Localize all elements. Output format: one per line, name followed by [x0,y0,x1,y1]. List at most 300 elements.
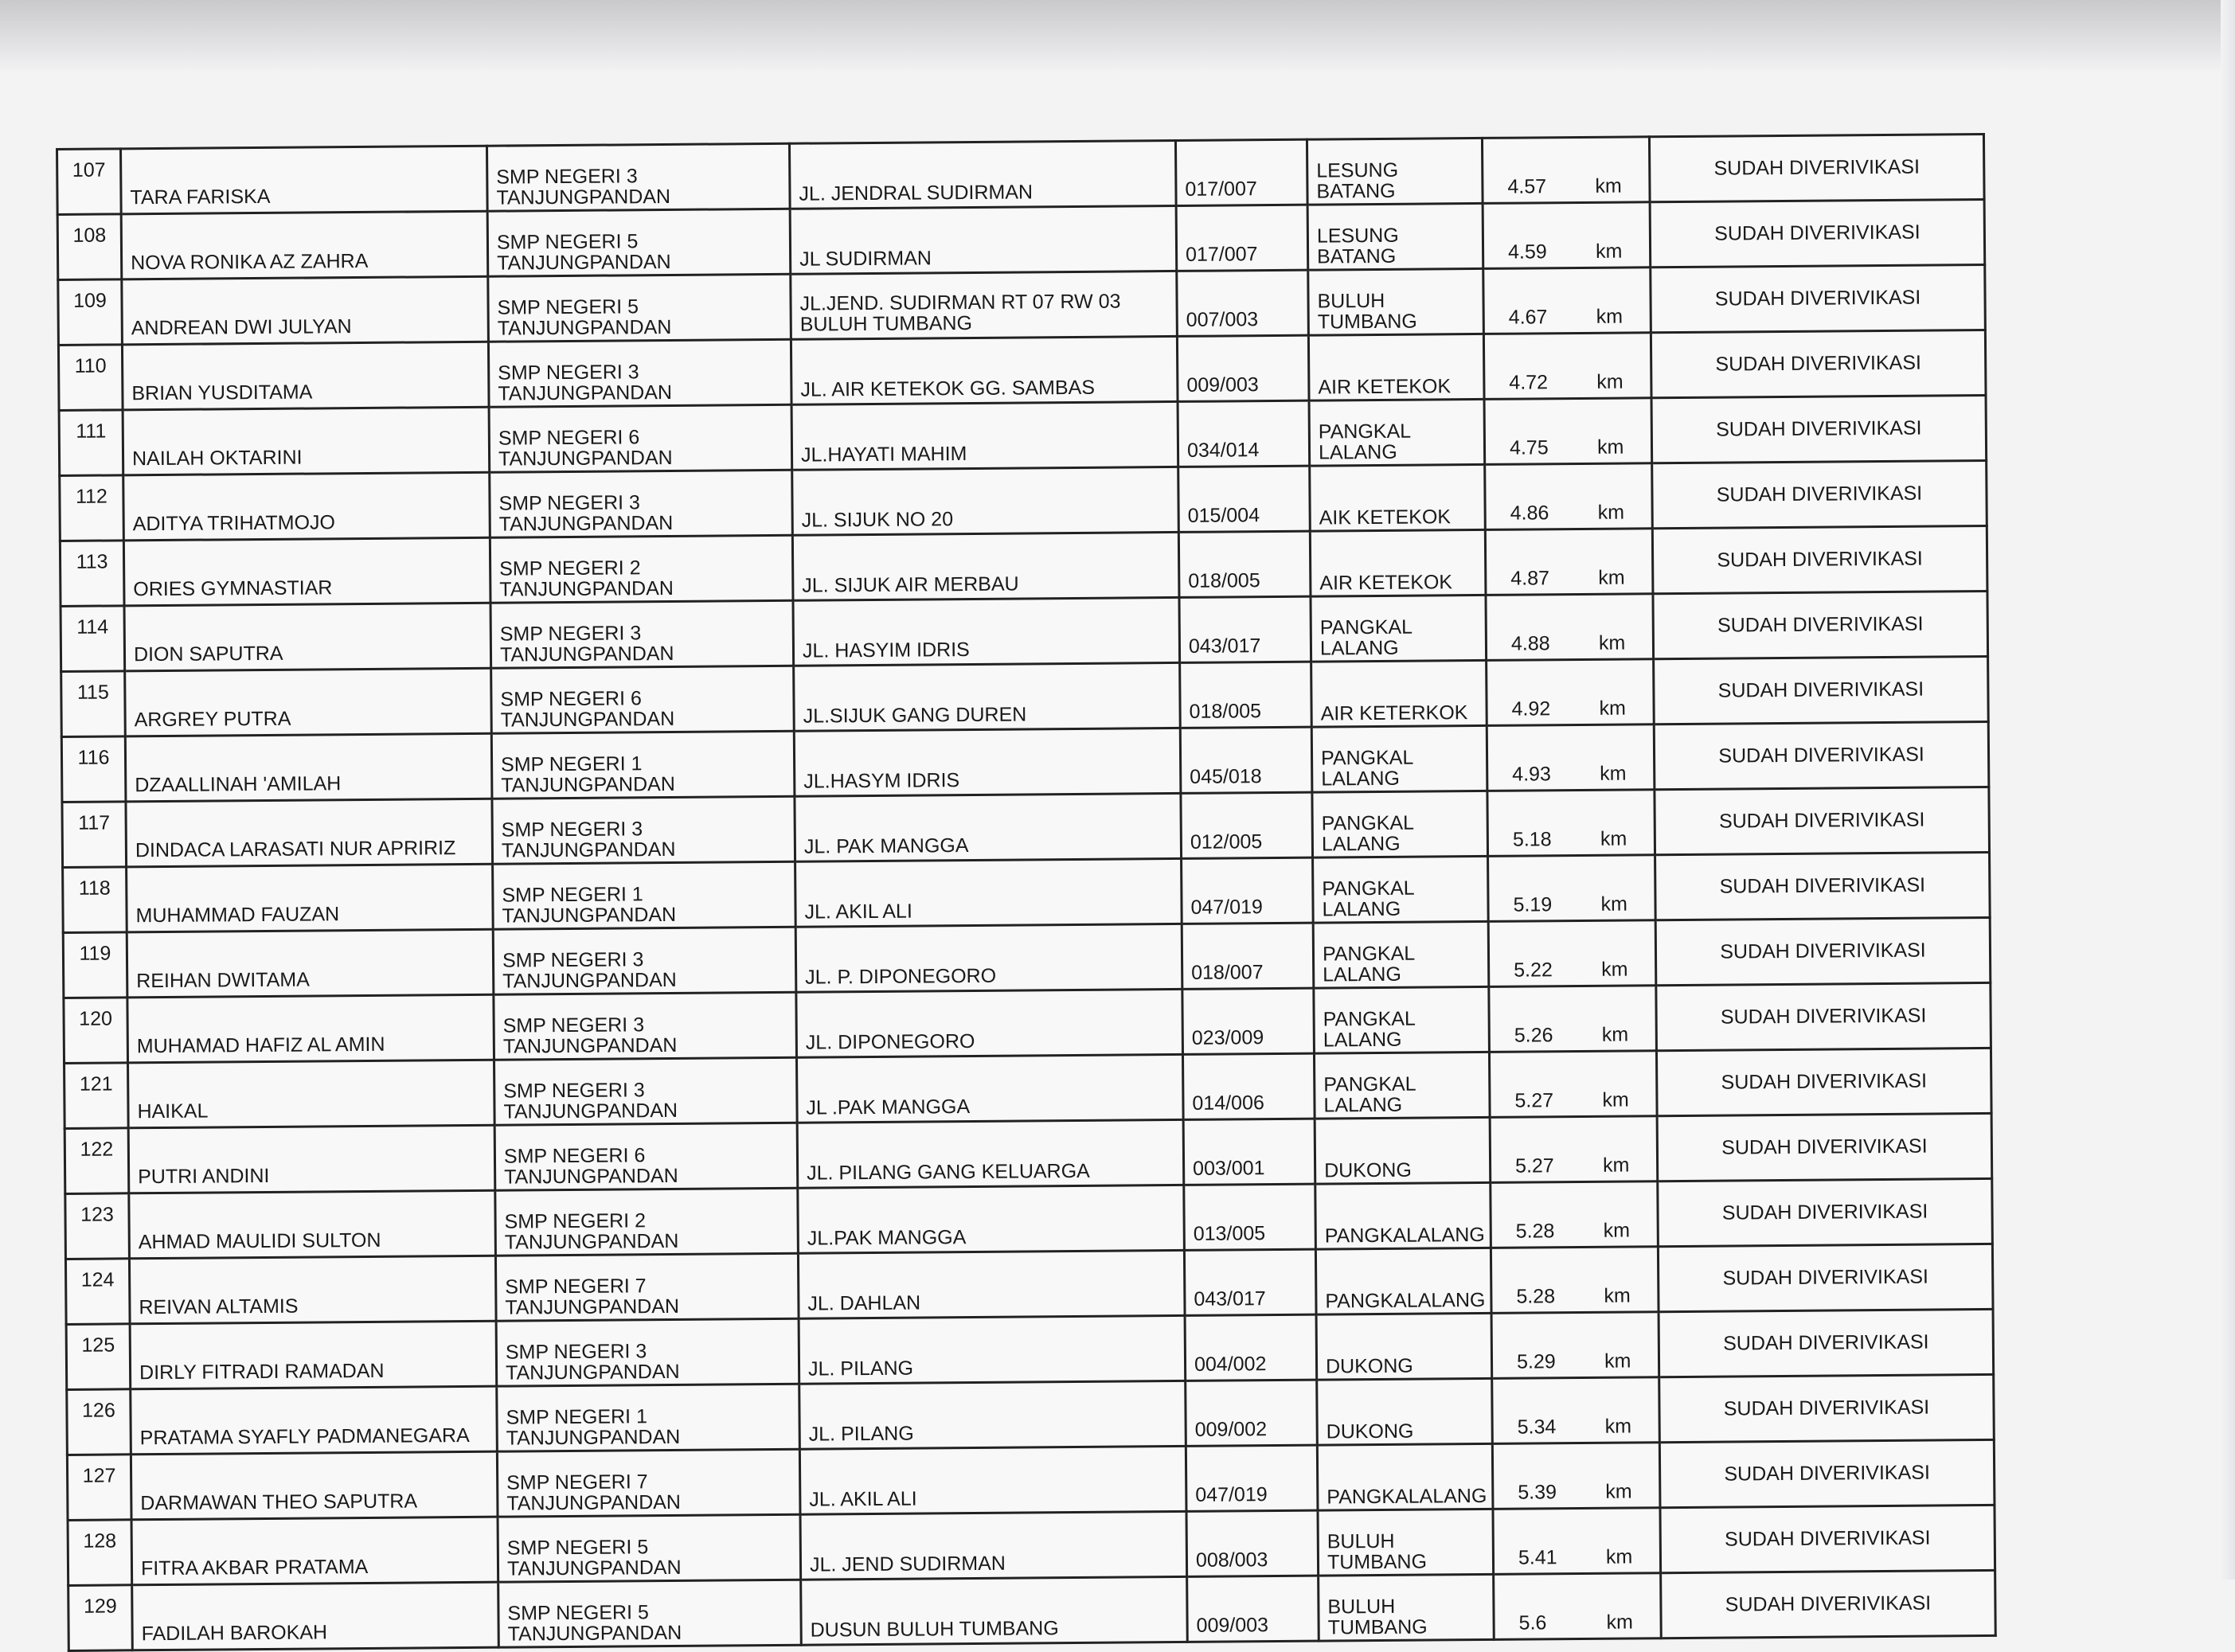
distance-value: 4.88 [1510,632,1550,655]
address-cell [799,1446,1186,1514]
dusun-line-1: PANGKAL [1322,877,1415,900]
dusun-line-2: LALANG [1319,636,1399,660]
address-cell [798,1185,1185,1253]
school-city: TANJUNGPANDAN [498,446,673,471]
rt-rw: 047/019 [1182,857,1314,924]
school-cell [495,1253,799,1321]
student-name: NOVA RONIKA AZ ZAHRA [121,211,488,279]
address-line-2: JL.HASYM IDRIS [803,768,960,793]
school-city: TANJUNGPANDAN [501,772,675,797]
dusun-line-1: LESUNG [1316,224,1399,248]
distance-cell [1494,1573,1662,1640]
school-city: TANJUNGPANDAN [505,1360,680,1384]
scan-shadow-top [0,0,2235,73]
distance-value: 5.19 [1513,893,1553,916]
student-name: AHMAD MAULIDI SULTON [129,1190,496,1259]
address-cell [791,336,1178,404]
rt-rw: 003/001 [1183,1119,1315,1185]
school-city: TANJUNGPANDAN [505,1295,680,1319]
address-cell [791,401,1178,470]
dusun-cell [1307,138,1483,205]
verification-status: SUDAH DIVERIVIKASI [1654,656,1989,724]
verification-status: SUDAH DIVERIVIKASI [1654,721,1989,789]
school-cell [493,927,796,994]
rt-rw: 017/007 [1175,139,1307,205]
distance-cell [1489,986,1657,1053]
dusun-line-2: AIR KETEKOK [1318,374,1452,399]
school-cell [488,274,791,342]
school-cell [498,1514,801,1582]
distance-value: 5.28 [1515,1220,1555,1243]
distance-unit: km [1597,501,1625,524]
school-cell [495,1188,799,1256]
distance-unit: km [1598,566,1625,589]
distance-unit: km [1601,1023,1629,1046]
dusun-cell [1317,1378,1493,1445]
student-name: DINDACA LARASATI NUR APRIRIZ [126,799,493,867]
school-name: SMP NEGERI 5 [496,229,639,254]
dusun-cell [1311,725,1487,792]
dusun-cell [1311,660,1487,727]
school-city: TANJUNGPANDAN [504,1164,678,1189]
dusun-cell [1314,986,1490,1053]
verification-status: SUDAH DIVERIVIKASI [1652,525,1987,593]
row-number: 108 [57,214,122,280]
dusun-cell [1318,1509,1494,1576]
school-cell [491,666,795,733]
distance-cell [1487,790,1655,857]
student-name: ANDREAN DWI JULYAN [122,276,489,345]
address-cell [796,1054,1183,1123]
school-name: SMP NEGERI 3 [498,490,641,515]
rt-rw: 023/009 [1182,988,1315,1054]
distance-unit: km [1600,892,1627,916]
school-cell [494,1123,798,1190]
address-line-2: BULUH TUMBANG [799,311,973,336]
dusun-line-2: LALANG [1323,1093,1403,1117]
row-number: 127 [67,1455,131,1521]
address-line-2: JL.SIJUK GANG DUREN [803,703,1027,728]
school-name: SMP NEGERI 6 [503,1143,646,1168]
distance-value: 5.27 [1514,1154,1554,1177]
row-number: 122 [64,1128,129,1194]
distance-cell [1491,1181,1659,1248]
distance-value: 4.72 [1509,371,1549,394]
distance-value: 4.59 [1507,240,1547,264]
student-name: DIRLY FITRADI RAMADAN [130,1321,497,1389]
student-name: ADITYA TRIHATMOJO [123,472,490,541]
student-name: DARMAWAN THEO SAPUTRA [131,1451,498,1520]
address-line-2: JL. DIPONEGORO [805,1029,975,1054]
row-number: 128 [68,1520,132,1586]
rt-rw: 018/005 [1180,662,1312,728]
distance-cell [1487,659,1655,726]
verification-status: SUDAH DIVERIVIKASI [1656,1048,1991,1115]
address-line-2: JL. PILANG [807,1357,914,1381]
address-line-1: JL.JEND. SUDIRMAN RT 07 RW 03 [799,290,1121,315]
school-cell [492,796,795,864]
distance-unit: km [1604,1349,1631,1373]
address-line-2: JL.PAK MANGGA [807,1225,967,1250]
distance-cell [1486,594,1654,661]
school-cell [494,992,797,1060]
distance-unit: km [1598,631,1626,654]
row-number: 124 [65,1259,130,1325]
dusun-cell [1317,1443,1493,1510]
school-name: SMP NEGERI 3 [503,1078,645,1103]
student-name: REIVAN ALTAMIS [129,1256,496,1324]
rt-rw: 018/007 [1182,923,1314,989]
school-name: SMP NEGERI 5 [506,1535,649,1560]
rt-rw: 017/007 [1176,205,1308,271]
distance-unit: km [1600,762,1627,785]
dusun-line-1: BULUH [1317,289,1385,313]
distance-cell [1482,137,1650,204]
student-name: FADILAH BAROKAH [132,1582,499,1650]
dusun-line-2: PANGKALALANG [1325,1288,1486,1313]
distance-value: 4.75 [1509,436,1549,459]
student-name: ARGREY PUTRA [125,668,492,736]
address-line-2: DUSUN BULUH TUMBANG [810,1616,1059,1642]
distance-cell [1489,1051,1657,1118]
dusun-cell [1314,1052,1490,1119]
dusun-cell [1311,595,1487,662]
dusun-cell [1315,1248,1491,1314]
rt-rw: 045/018 [1180,727,1312,793]
dusun-line-1: BULUH [1327,1529,1395,1553]
dusun-line-2: AIK KETEKOK [1319,506,1452,529]
student-name: REIHAN DWITAMA [127,929,494,998]
student-name: MUHAMMAD FAUZAN [127,864,494,932]
scan-shadow-right [2221,0,2235,1580]
rt-rw: 015/004 [1178,466,1311,532]
address-line-2: JL. DAHLAN [807,1291,921,1315]
address-cell [797,1119,1184,1188]
verification-status: SUDAH DIVERIVIKASI [1657,1113,1992,1181]
distance-value: 4.86 [1510,502,1549,525]
dusun-cell [1308,268,1484,335]
dusun-line-2: DUKONG [1324,1158,1412,1182]
distance-unit: km [1595,240,1623,263]
school-city: TANJUNGPANDAN [502,1033,678,1058]
address-cell [790,205,1177,274]
dusun-line-1: BULUH [1327,1595,1396,1619]
school-name: SMP NEGERI 5 [507,1600,649,1625]
school-name: SMP NEGERI 1 [506,1404,648,1429]
school-name: SMP NEGERI 1 [500,752,643,776]
verification-status: SUDAH DIVERIVIKASI [1659,1439,1995,1507]
verification-status: SUDAH DIVERIVIKASI [1659,1374,1995,1442]
distance-cell [1492,1443,1660,1509]
row-number: 123 [65,1193,130,1260]
verification-status: SUDAH DIVERIVIKASI [1658,1244,1993,1311]
dusun-cell [1310,529,1486,596]
row-number: 116 [61,736,126,803]
verification-status: SUDAH DIVERIVIKASI [1655,917,1991,985]
distance-cell [1488,920,1656,987]
verification-status: SUDAH DIVERIVIKASI [1651,330,1986,397]
school-cell [489,404,792,472]
address-line-2: JL. PILANG GANG KELUARGA [807,1159,1090,1185]
school-city: TANJUNGPANDAN [506,1556,682,1580]
distance-cell [1491,1312,1659,1379]
distance-unit: km [1596,370,1624,393]
distance-value: 5.41 [1518,1545,1557,1569]
school-cell [491,731,795,799]
school-name: SMP NEGERI 6 [500,686,642,711]
row-number: 117 [62,802,127,868]
school-name: SMP NEGERI 3 [505,1339,647,1364]
distance-unit: km [1606,1611,1634,1634]
dusun-line-2: LALANG [1318,440,1397,464]
row-number: 115 [61,671,126,737]
distance-cell [1483,202,1651,269]
distance-value: 4.87 [1510,567,1550,590]
dusun-cell [1315,1182,1491,1249]
address-cell [795,858,1182,927]
address-line-2: JL. PAK MANGGA [803,834,969,858]
dusun-line-2: PANGKALALANG [1324,1223,1485,1248]
address-cell [789,140,1176,209]
school-city: TANJUNGPANDAN [503,1099,678,1123]
row-number: 119 [63,932,127,998]
dusun-line-2: DUKONG [1325,1354,1413,1378]
rt-rw: 014/006 [1182,1053,1315,1119]
school-city: TANJUNGPANDAN [502,968,677,993]
dusun-line-2: TUMBANG [1317,310,1417,334]
student-name: PRATAMA SYAFLY PADMANEGARA [131,1386,498,1455]
distance-value: 4.92 [1511,697,1551,721]
address-line-2: JL. AIR KETEKOK GG. SAMBAS [800,376,1096,401]
address-line-2: JL. AKIL ALI [809,1487,917,1511]
dusun-line-2: LALANG [1323,963,1401,986]
verification-status: SUDAH DIVERIVIKASI [1653,591,1988,658]
address-cell [792,467,1179,535]
row-number: 121 [64,1063,129,1129]
student-name: TARA FARISKA [121,146,488,214]
dusun-line-1: PANGKAL [1322,942,1416,966]
school-cell [487,209,791,276]
rt-rw: 009/002 [1186,1380,1318,1446]
dusun-cell [1309,399,1485,466]
dusun-line-2: LALANG [1321,767,1401,791]
address-cell [799,1315,1186,1384]
student-name: HAIKAL [128,1060,495,1128]
verification-status: SUDAH DIVERIVIKASI [1661,1570,1996,1638]
row-number: 118 [63,867,127,933]
distance-value: 5.28 [1516,1285,1556,1308]
distance-cell [1483,333,1651,400]
school-cell [497,1384,800,1451]
dusun-line-2: AIR KETERKOK [1320,701,1468,725]
distance-unit: km [1604,1284,1631,1307]
distance-value: 4.93 [1512,763,1552,786]
dusun-line-1: PANGKAL [1323,1072,1416,1096]
dusun-cell [1319,1574,1495,1641]
school-cell [496,1318,799,1386]
school-city: TANJUNGPANDAN [499,576,674,601]
verification-status: SUDAH DIVERIVIKASI [1659,1309,1994,1377]
student-name: MUHAMAD HAFIZ AL AMIN [127,994,494,1063]
address-line-2: JL SUDIRMAN [799,247,932,271]
school-city: TANJUNGPANDAN [506,1490,682,1515]
dusun-cell [1310,464,1486,531]
address-line-2: JL. PILANG [808,1422,914,1446]
row-number: 107 [57,149,122,215]
school-city: TANJUNGPANDAN [498,511,674,536]
distance-unit: km [1600,827,1627,850]
school-name: SMP NEGERI 2 [504,1209,647,1233]
distance-unit: km [1605,1545,1633,1568]
school-city: TANJUNGPANDAN [504,1229,679,1254]
dusun-line-2: TUMBANG [1327,1615,1428,1639]
dusun-line-2: TUMBANG [1327,1550,1428,1574]
row-number: 112 [60,475,124,541]
school-name: SMP NEGERI 6 [498,425,640,450]
address-cell [793,597,1180,666]
row-number: 126 [67,1389,131,1455]
row-number: 110 [58,345,123,411]
distance-value: 5.18 [1512,828,1552,851]
dusun-line-2: LALANG [1322,897,1401,921]
rt-rw: 043/017 [1179,596,1311,662]
rt-rw: 009/003 [1187,1576,1319,1642]
dusun-line-2: BATANG [1316,179,1396,203]
school-cell [488,339,791,407]
student-name: DION SAPUTRA [124,603,491,671]
rt-rw: 009/003 [1177,335,1309,401]
address-line-2: JL.HAYATI MAHIM [800,442,967,467]
school-name: SMP NEGERI 3 [498,360,639,385]
address-line-2: JL .PAK MANGGA [806,1095,971,1119]
dusun-cell [1308,334,1484,400]
distance-value: 5.34 [1517,1416,1557,1439]
verification-status: SUDAH DIVERIVIKASI [1649,134,1984,201]
address-cell [801,1576,1188,1645]
rt-rw: 047/019 [1186,1445,1318,1511]
row-number: 120 [64,998,128,1064]
verification-status: SUDAH DIVERIVIKASI [1652,460,1987,528]
school-city: TANJUNGPANDAN [501,838,676,862]
dusun-line-1: PANGKAL [1320,746,1414,770]
table-body [57,134,1996,1650]
dusun-line-1: PANGKAL [1319,615,1413,639]
school-city: TANJUNGPANDAN [496,185,671,209]
distance-cell [1485,463,1653,530]
distance-cell [1493,1508,1661,1575]
distance-value: 5.39 [1518,1480,1557,1504]
school-cell [490,600,794,668]
dusun-line-2: BATANG [1317,244,1397,268]
address-cell [800,1511,1187,1580]
verification-status: SUDAH DIVERIVIKASI [1650,199,1985,267]
distance-unit: km [1605,1480,1632,1503]
school-name: SMP NEGERI 1 [502,882,643,907]
address-line-2: JL. AKIL ALI [804,900,912,924]
distance-unit: km [1602,1088,1629,1111]
dusun-line-1: PANGKAL [1323,1007,1416,1031]
distance-unit: km [1604,1415,1632,1438]
school-city: TANJUNGPANDAN [502,903,677,928]
address-line-2: JL. HASYIM IDRIS [802,638,970,662]
distance-value: 5.27 [1514,1089,1554,1112]
school-name: SMP NEGERI 3 [502,947,644,972]
distance-unit: km [1603,1219,1631,1242]
school-name: SMP NEGERI 3 [496,164,638,189]
address-cell [794,728,1181,796]
distance-unit: km [1596,305,1624,328]
student-distance-table [56,133,1997,1652]
school-cell [498,1580,802,1647]
school-name: SMP NEGERI 7 [506,1470,648,1494]
distance-unit: km [1601,958,1628,981]
rt-rw: 007/003 [1177,270,1309,336]
distance-unit: km [1602,1154,1630,1177]
distance-cell [1491,1247,1659,1314]
school-name: SMP NEGERI 5 [497,295,639,319]
distance-value: 5.26 [1514,1024,1553,1047]
address-cell [795,793,1182,861]
distance-unit: km [1596,435,1624,459]
school-name: SMP NEGERI 3 [501,817,643,842]
school-name: SMP NEGERI 3 [502,1013,645,1037]
verification-status: SUDAH DIVERIVIKASI [1655,787,1990,854]
rt-rw: 012/005 [1181,792,1313,858]
distance-cell [1483,268,1651,334]
school-cell [486,143,790,211]
row-number: 109 [58,279,123,346]
school-city: TANJUNGPANDAN [507,1621,682,1646]
row-number: 129 [68,1585,133,1651]
school-cell [494,1057,798,1125]
address-cell [794,662,1181,731]
row-number: 125 [66,1324,131,1390]
school-city: TANJUNGPANDAN [497,250,671,275]
distance-cell [1490,1116,1658,1183]
document-sheet [56,133,2009,1646]
student-name: BRIAN YUSDITAMA [122,342,489,410]
distance-cell [1484,398,1652,465]
verification-status: SUDAH DIVERIVIKASI [1658,1178,1993,1246]
distance-cell [1487,724,1655,791]
school-cell [490,535,793,603]
school-city: TANJUNGPANDAN [497,315,672,340]
dusun-cell [1312,791,1488,857]
distance-value: 4.57 [1507,175,1547,198]
row-number: 111 [59,410,123,476]
dusun-cell [1313,921,1489,988]
address-cell [795,924,1182,992]
distance-value: 4.67 [1508,306,1548,329]
school-cell [497,1449,800,1517]
school-name: SMP NEGERI 2 [499,556,641,580]
row-number: 114 [61,606,125,672]
distance-cell [1488,855,1656,922]
student-name: ORIES GYMNASTIAR [123,537,490,606]
distance-cell [1485,529,1653,596]
dusun-cell [1315,1117,1491,1184]
address-line-2: JL. P. DIPONEGORO [805,964,997,989]
dusun-line-2: PANGKALALANG [1327,1484,1487,1509]
rt-rw: 018/005 [1178,531,1311,597]
school-cell [490,470,793,537]
school-city: TANJUNGPANDAN [499,642,674,666]
dusun-cell [1316,1313,1492,1380]
dusun-line-1: PANGKAL [1321,811,1415,835]
verification-status: SUDAH DIVERIVIKASI [1651,395,1987,463]
distance-value: 5.22 [1514,959,1553,982]
dusun-line-1: LESUNG [1316,158,1399,182]
